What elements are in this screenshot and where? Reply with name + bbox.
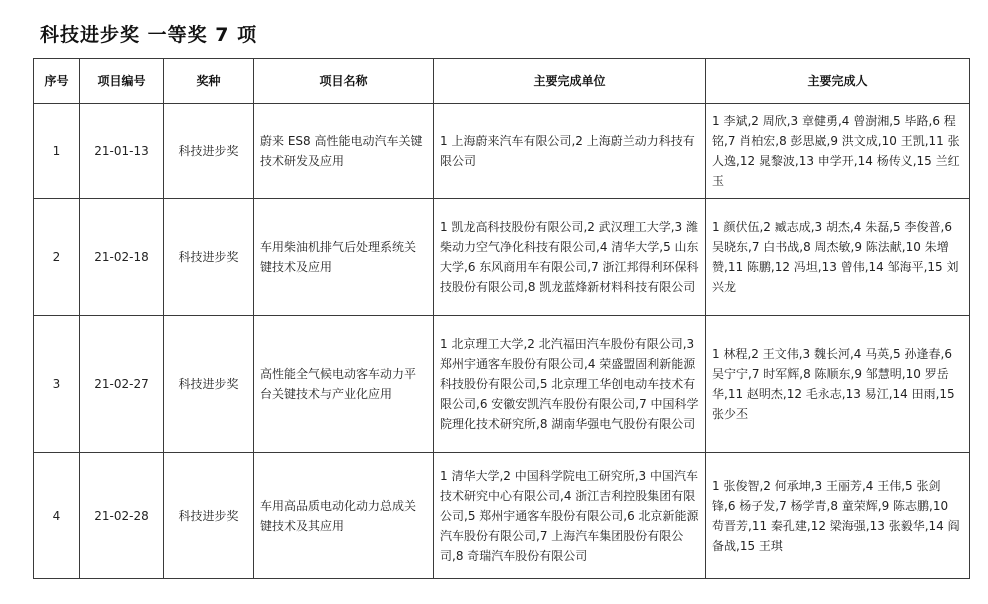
cell-main-people: 1 张俊智,2 何承坤,3 王丽芳,4 王伟,5 张剑锋,6 杨子发,7 杨学青,8 童荣辉,9 陈志鹏,10 苟晋芳,11 秦孔建,12 梁海强,13 张毅华,14 阎备战,15 王琪	[706, 453, 970, 579]
cell-award-type: 科技进步奖	[164, 453, 254, 579]
cell-project-name: 车用高品质电动化动力总成关键技术及其应用	[254, 453, 434, 579]
cell-main-units: 1 清华大学,2 中国科学院电工研究所,3 中国汽车技术研究中心有限公司,4 浙江吉利控股集团有限公司,5 郑州宇通客车股份有限公司,6 北京新能源汽车股份有限公司,7 上海汽车集团股份有限公司,8 奇瑞汽车股份有限公司	[434, 453, 706, 579]
header-main-units: 主要完成单位	[434, 59, 706, 104]
cell-seq: 4	[34, 453, 80, 579]
cell-main-people: 1 颜伏伍,2 臧志成,3 胡杰,4 朱磊,5 李俊普,6 吴晓东,7 白书战,8 周杰敏,9 陈法献,10 朱增赞,11 陈鹏,12 冯坦,13 曾伟,14 邹海平,15 刘兴龙	[706, 199, 970, 316]
header-seq: 序号	[34, 59, 80, 104]
header-award-type: 奖种	[164, 59, 254, 104]
cell-award-type: 科技进步奖	[164, 316, 254, 453]
cell-main-units: 1 凯龙高科技股份有限公司,2 武汉理工大学,3 潍柴动力空气净化科技有限公司,4 清华大学,5 山东大学,6 东风商用车有限公司,7 浙江邦得利环保科技股份有限公司,8 凯龙蓝烽新材料科技有限公司	[434, 199, 706, 316]
cell-project-name: 高性能全气候电动客车动力平台关键技术与产业化应用	[254, 316, 434, 453]
cell-award-type: 科技进步奖	[164, 104, 254, 199]
cell-project-name: 车用柴油机排气后处理系统关键技术及应用	[254, 199, 434, 316]
cell-seq: 1	[34, 104, 80, 199]
cell-award-type: 科技进步奖	[164, 199, 254, 316]
cell-project-code: 21-02-18	[80, 199, 164, 316]
cell-main-units: 1 北京理工大学,2 北汽福田汽车股份有限公司,3 郑州宇通客车股份有限公司,4 荣盛盟固利新能源科技股份有限公司,5 北京理工华创电动车技术有限公司,6 安徽安凯汽车股份有限公司,7 中国科学院理化技术研究所,8 湖南华强电气股份有限公司	[434, 316, 706, 453]
table-header-row	[34, 59, 970, 104]
table-row	[34, 104, 970, 199]
cell-project-code: 21-01-13	[80, 104, 164, 199]
header-project-code: 项目编号	[80, 59, 164, 104]
cell-seq: 3	[34, 316, 80, 453]
cell-main-people: 1 林程,2 王文伟,3 魏长河,4 马英,5 孙逢春,6 吴宁宁,7 时军辉,8 陈顺东,9 邹慧明,10 罗岳华,11 赵明杰,12 毛永志,13 易江,14 田雨,15 张少丕	[706, 316, 970, 453]
cell-seq: 2	[34, 199, 80, 316]
cell-main-people: 1 李斌,2 周欣,3 章健勇,4 曾澍湘,5 毕路,6 程铭,7 肖柏宏,8 彭思崴,9 洪文成,10 王凯,11 张人逸,12 晁黎波,13 申学开,14 杨传义,15 兰红玉	[706, 104, 970, 199]
page-title: 科技进步奖 一等奖 7 项	[40, 24, 258, 46]
header-main-people: 主要完成人	[706, 59, 970, 104]
header-project-name: 项目名称	[254, 59, 434, 104]
cell-project-name: 蔚来 ES8 高性能电动汽车关键技术研发及应用	[254, 104, 434, 199]
cell-main-units: 1 上海蔚来汽车有限公司,2 上海蔚兰动力科技有限公司	[434, 104, 706, 199]
cell-project-code: 21-02-27	[80, 316, 164, 453]
awards-table	[33, 58, 970, 579]
table-row	[34, 316, 970, 453]
table-row	[34, 453, 970, 579]
table-row	[34, 199, 970, 316]
cell-project-code: 21-02-28	[80, 453, 164, 579]
